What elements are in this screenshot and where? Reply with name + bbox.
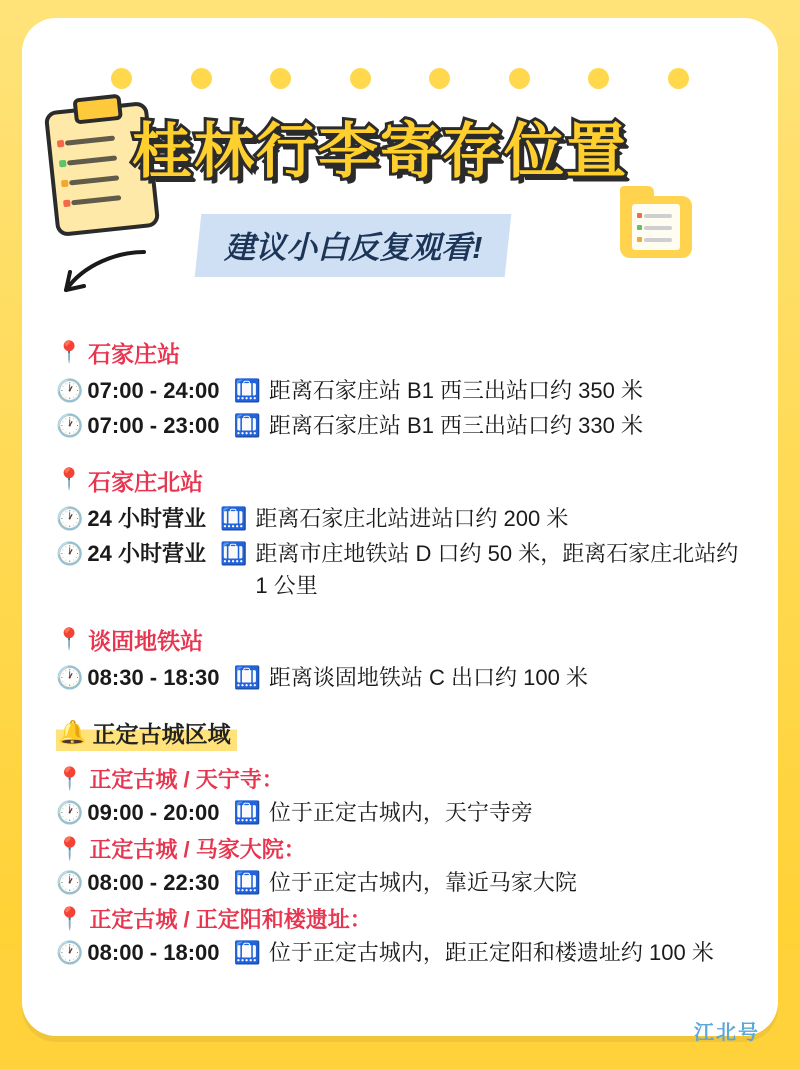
area-item [56, 763, 746, 829]
storage-row [56, 937, 746, 969]
location-desc: 位于正定古城内，靠近马家大院 [268, 870, 577, 896]
folder-doc [632, 204, 680, 250]
note-card [22, 18, 778, 1036]
luggage-icon: 🛄 [233, 378, 261, 403]
area-heading [56, 716, 237, 751]
location-desc: 位于正定古城内，距正定阳和楼遗址约 100 米 [268, 940, 714, 966]
opening-hours: 08:30 - 18:30 [87, 665, 220, 691]
location-desc: 位于正定古城内，天宁寺旁 [268, 800, 533, 826]
storage-row [56, 867, 746, 899]
watermark: 江北号 [694, 1022, 760, 1044]
location-desc: 距离市庄地铁站 D 口约 50 米，距离石家庄北站约 1 公里 [255, 540, 739, 598]
clock-icon: 🕐 [56, 800, 84, 826]
station-heading [56, 623, 746, 656]
pin-icon: 📍 [56, 905, 84, 931]
opening-hours: 08:00 - 18:00 [87, 940, 220, 966]
luggage-icon: 🛄 [233, 870, 261, 896]
pin-icon: 📍 [56, 468, 83, 492]
station-group [56, 336, 746, 442]
station-group [56, 623, 746, 694]
area-title: 正定古城区域 [92, 721, 231, 748]
punch-hole [668, 68, 689, 89]
punch-hole [509, 68, 530, 89]
punch-hole [588, 68, 609, 89]
opening-hours: 24 小时营业 [87, 540, 206, 566]
opening-hours: 08:00 - 22:30 [87, 870, 220, 896]
location-desc: 距离谈固地铁站 C 出口约 100 米 [268, 665, 588, 691]
clock-icon: 🕐 [56, 378, 84, 403]
clock-icon: 🕐 [56, 870, 84, 896]
curved-arrow-icon [56, 246, 148, 300]
storage-row [56, 410, 746, 442]
header [22, 96, 778, 306]
location-desc: 距离石家庄站 B1 西三出站口约 350 米 [268, 378, 643, 403]
opening-hours: 09:00 - 20:00 [87, 800, 220, 826]
punch-hole [429, 68, 450, 89]
luggage-icon: 🛄 [220, 505, 248, 531]
storage-row [56, 538, 746, 602]
subtitle-text: 建议小白反复观看! [224, 230, 483, 265]
punch-hole [350, 68, 371, 89]
area-item [56, 833, 746, 899]
luggage-icon: 🛄 [233, 412, 261, 438]
subtitle-banner [195, 214, 512, 277]
punch-holes [22, 68, 778, 90]
pin-icon: 📍 [56, 765, 84, 791]
punch-hole [111, 68, 132, 89]
station-name: 石家庄北站 [88, 468, 204, 495]
folder-icon [620, 196, 692, 258]
page-title: 桂林行李寄存位置 [132, 118, 628, 185]
pin-icon: 📍 [56, 627, 83, 651]
luggage-icon: 🛄 [220, 540, 248, 566]
clock-icon: 🕐 [56, 412, 84, 438]
area-item [56, 903, 746, 969]
opening-hours: 07:00 - 24:00 [87, 378, 220, 403]
storage-row [56, 375, 746, 407]
station-heading [56, 464, 746, 497]
sub-station-name: 正定古城 / 天宁寺： [89, 767, 284, 793]
clock-icon: 🕐 [56, 505, 84, 531]
sub-station-name: 正定古城 / 正定阳和楼遗址： [89, 907, 372, 933]
clock-icon: 🕐 [56, 940, 84, 966]
clipboard-clip [72, 94, 122, 125]
sub-station-heading [56, 833, 746, 864]
clock-icon: 🕐 [56, 540, 84, 566]
storage-row [56, 797, 746, 829]
location-desc: 距离石家庄北站进站口约 200 米 [255, 505, 569, 531]
sub-station-heading [56, 903, 746, 934]
bell-icon: 🔔 [58, 719, 87, 746]
content [22, 336, 778, 977]
area-group [56, 716, 746, 969]
punch-hole [270, 68, 291, 89]
station-group [56, 464, 746, 602]
station-heading [56, 336, 746, 369]
clock-icon: 🕐 [56, 665, 84, 691]
punch-hole [191, 68, 212, 89]
station-name: 石家庄站 [88, 341, 181, 367]
pin-icon: 📍 [56, 340, 83, 364]
opening-hours: 07:00 - 23:00 [87, 412, 220, 438]
pin-icon: 📍 [56, 835, 84, 861]
luggage-icon: 🛄 [233, 665, 261, 691]
storage-row [56, 662, 746, 694]
sub-station-name: 正定古城 / 马家大院： [89, 837, 306, 863]
luggage-icon: 🛄 [233, 940, 261, 966]
opening-hours: 24 小时营业 [87, 505, 206, 531]
storage-row [56, 503, 746, 535]
location-desc: 距离石家庄站 B1 西三出站口约 330 米 [268, 412, 643, 438]
luggage-icon: 🛄 [233, 800, 261, 826]
sub-station-heading [56, 763, 746, 794]
station-name: 谈固地铁站 [88, 628, 204, 655]
